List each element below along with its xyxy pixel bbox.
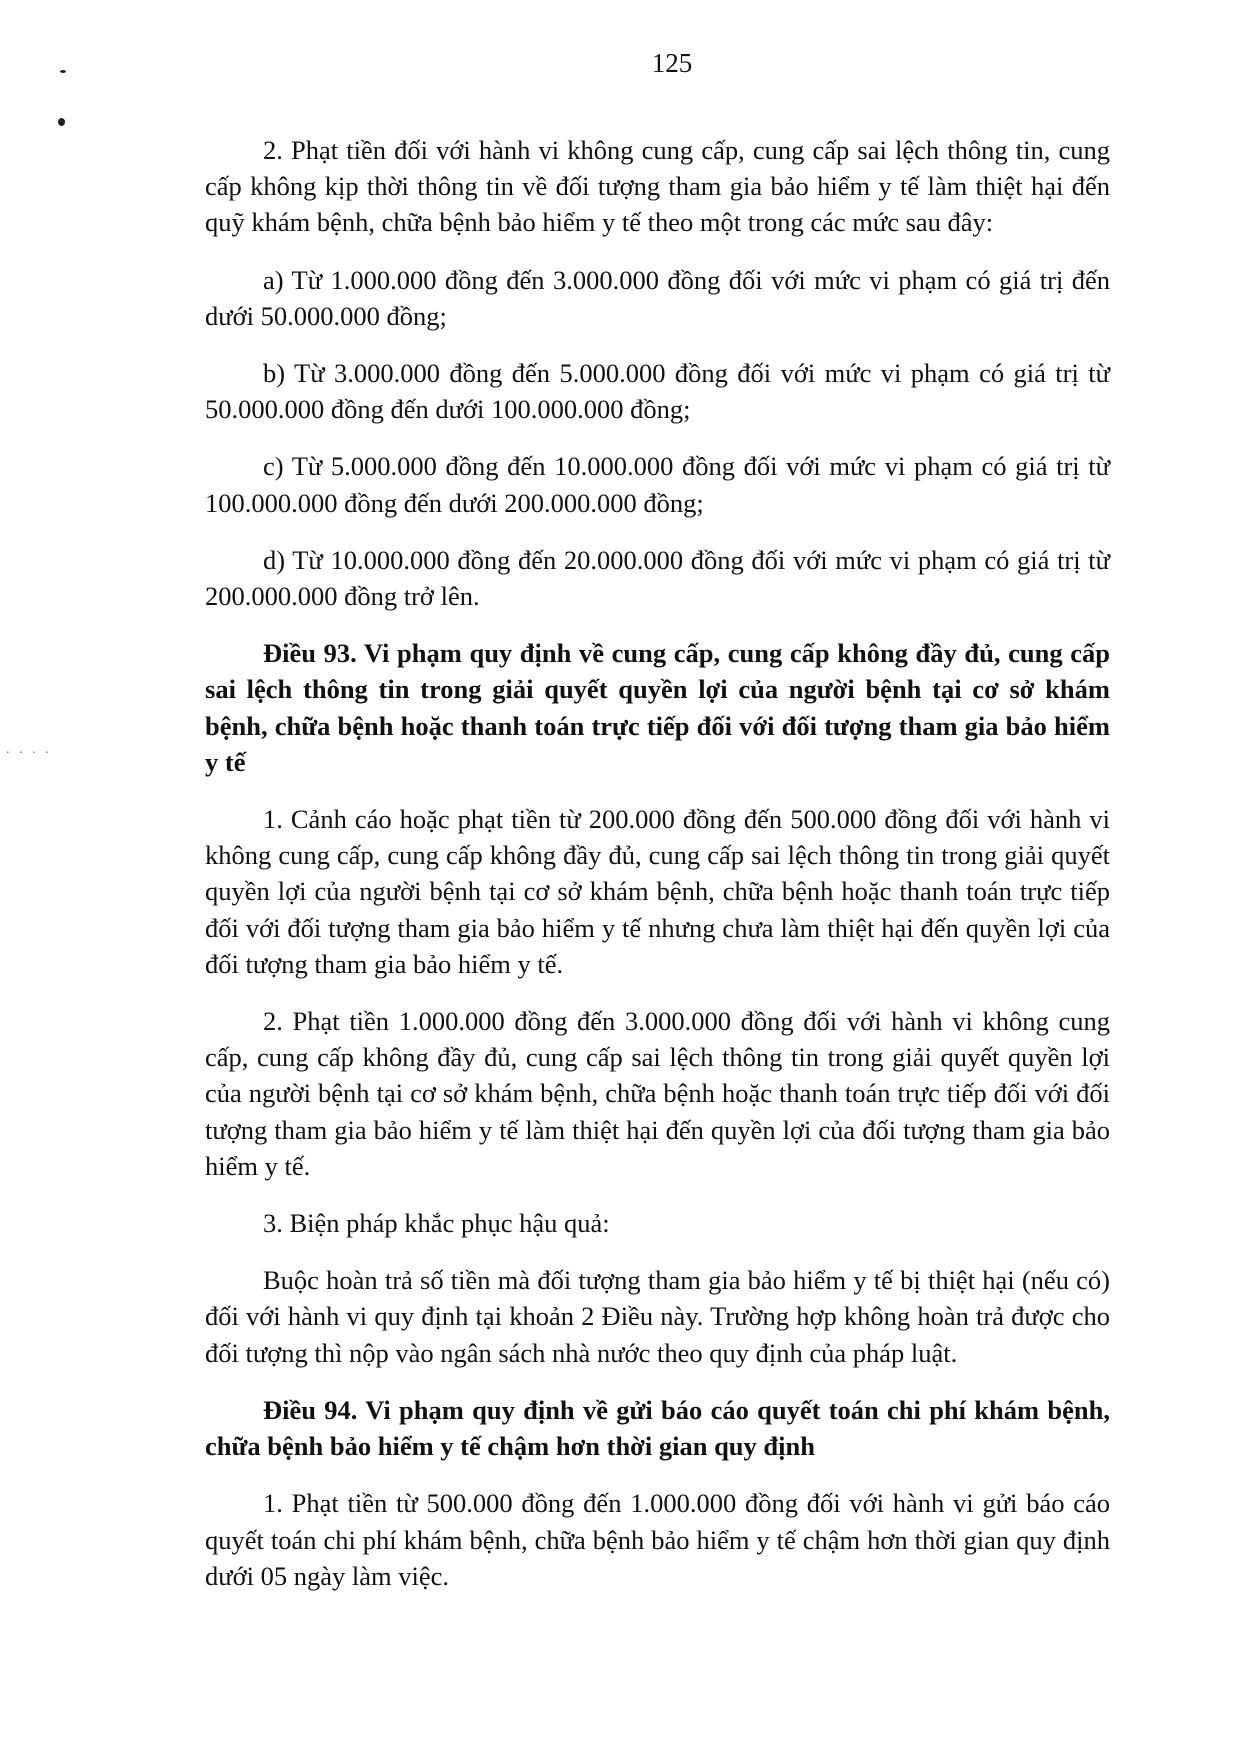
paragraph-item-c: c) Từ 5.000.000 đồng đến 10.000.000 đồng đối với mức vi phạm có giá trị từ 100.000.000 đồng đến dưới 200.000.000 đồng; xyxy=(205,451,1110,518)
article-94-heading: Điều 94. Vi phạm quy định về gửi báo cáo quyết toán chi phí khám bệnh, chữa bệnh bảo hiểm y tế chậm hơn thời gian quy định xyxy=(205,1394,1110,1462)
paragraph-item-b: b) Từ 3.000.000 đồng đến 5.000.000 đồng đối với mức vi phạm có giá trị từ 50.000.000 đồng đến dưới 100.000.000 đồng; xyxy=(205,358,1110,425)
article-93-clause-2: 2. Phạt tiền 1.000.000 đồng đến 3.000.000 đồng đối với hành vi không cung cấp, cung cấp không đầy đủ, cung cấp sai lệch thông tin trong giải quyết quyền lợi của người bệnh tại cơ sở khám bệnh, chữa bệnh hoặc thanh toán trực tiếp đối với đối tượng tham gia bảo hiểm y tế làm thiệt hại đến quyền lợi của đối tượng tham gia bảo hiểm y tế. xyxy=(205,1006,1110,1181)
article-93-clause-3: 3. Biện pháp khắc phục hậu quả: xyxy=(263,1208,610,1239)
paragraph-clause-2: 2. Phạt tiền đối với hành vi không cung cấp, cung cấp sai lệch thông tin, cung cấp không kịp thời thông tin về đối tượng tham gia bảo hiểm y tế làm thiệt hại đến quỹ khám bệnh, chữa bệnh bảo hiểm y tế theo một trong các mức sau đây: xyxy=(205,135,1110,238)
article-94-clause-1: 1. Phạt tiền từ 500.000 đồng đến 1.000.000 đồng đối với hành vi gửi báo cáo quyết toán chi phí khám bệnh, chữa bệnh bảo hiểm y tế chậm hơn thời gian quy định dưới 05 ngày làm việc. xyxy=(205,1488,1110,1591)
paragraph-item-d: d) Từ 10.000.000 đồng đến 20.000.000 đồng đối với mức vi phạm có giá trị từ 200.000.000 đồng trở lên. xyxy=(205,544,1110,612)
paragraph-item-a: a) Từ 1.000.000 đồng đến 3.000.000 đồng đối với mức vi phạm có giá trị đến dưới 50.000.000 đồng; xyxy=(205,264,1110,331)
article-93-remedy: Buộc hoàn trả số tiền mà đối tượng tham gia bảo hiểm y tế bị thiệt hại (nếu có) đối với hành vi quy định tại khoản 2 Điều này. Trường hợp không hoàn trả được cho đối tượng thì nộp vào ngân sách nhà nước theo quy định của pháp luật. xyxy=(205,1265,1110,1368)
document-body xyxy=(205,132,1110,1615)
page-number: 125 xyxy=(651,48,693,78)
article-93-clause-1: 1. Cảnh cáo hoặc phạt tiền từ 200.000 đồng đến 500.000 đồng đối với hành vi không cung cấp, cung cấp không đầy đủ, cung cấp sai lệch thông tin trong giải quyết quyền lợi của người bệnh tại cơ sở khám bệnh, chữa bệnh hoặc thanh toán trực tiếp đối với đối tượng tham gia bảo hiểm y tế nhưng chưa làm thiệt hại đến quyền lợi của đối tượng tham gia bảo hiểm y tế. xyxy=(205,804,1110,979)
scan-speck xyxy=(58,118,65,126)
article-93-heading: Điều 93. Vi phạm quy định về cung cấp, cung cấp không đầy đủ, cung cấp sai lệch thông tin trong giải quyết quyền lợi của người bệnh tại cơ sở khám bệnh, chữa bệnh hoặc thanh toán trực tiếp đối với đối tượng tham gia bảo hiểm y tế xyxy=(205,638,1110,777)
scan-dots: . . . . xyxy=(6,742,52,757)
scan-speck xyxy=(60,70,66,73)
